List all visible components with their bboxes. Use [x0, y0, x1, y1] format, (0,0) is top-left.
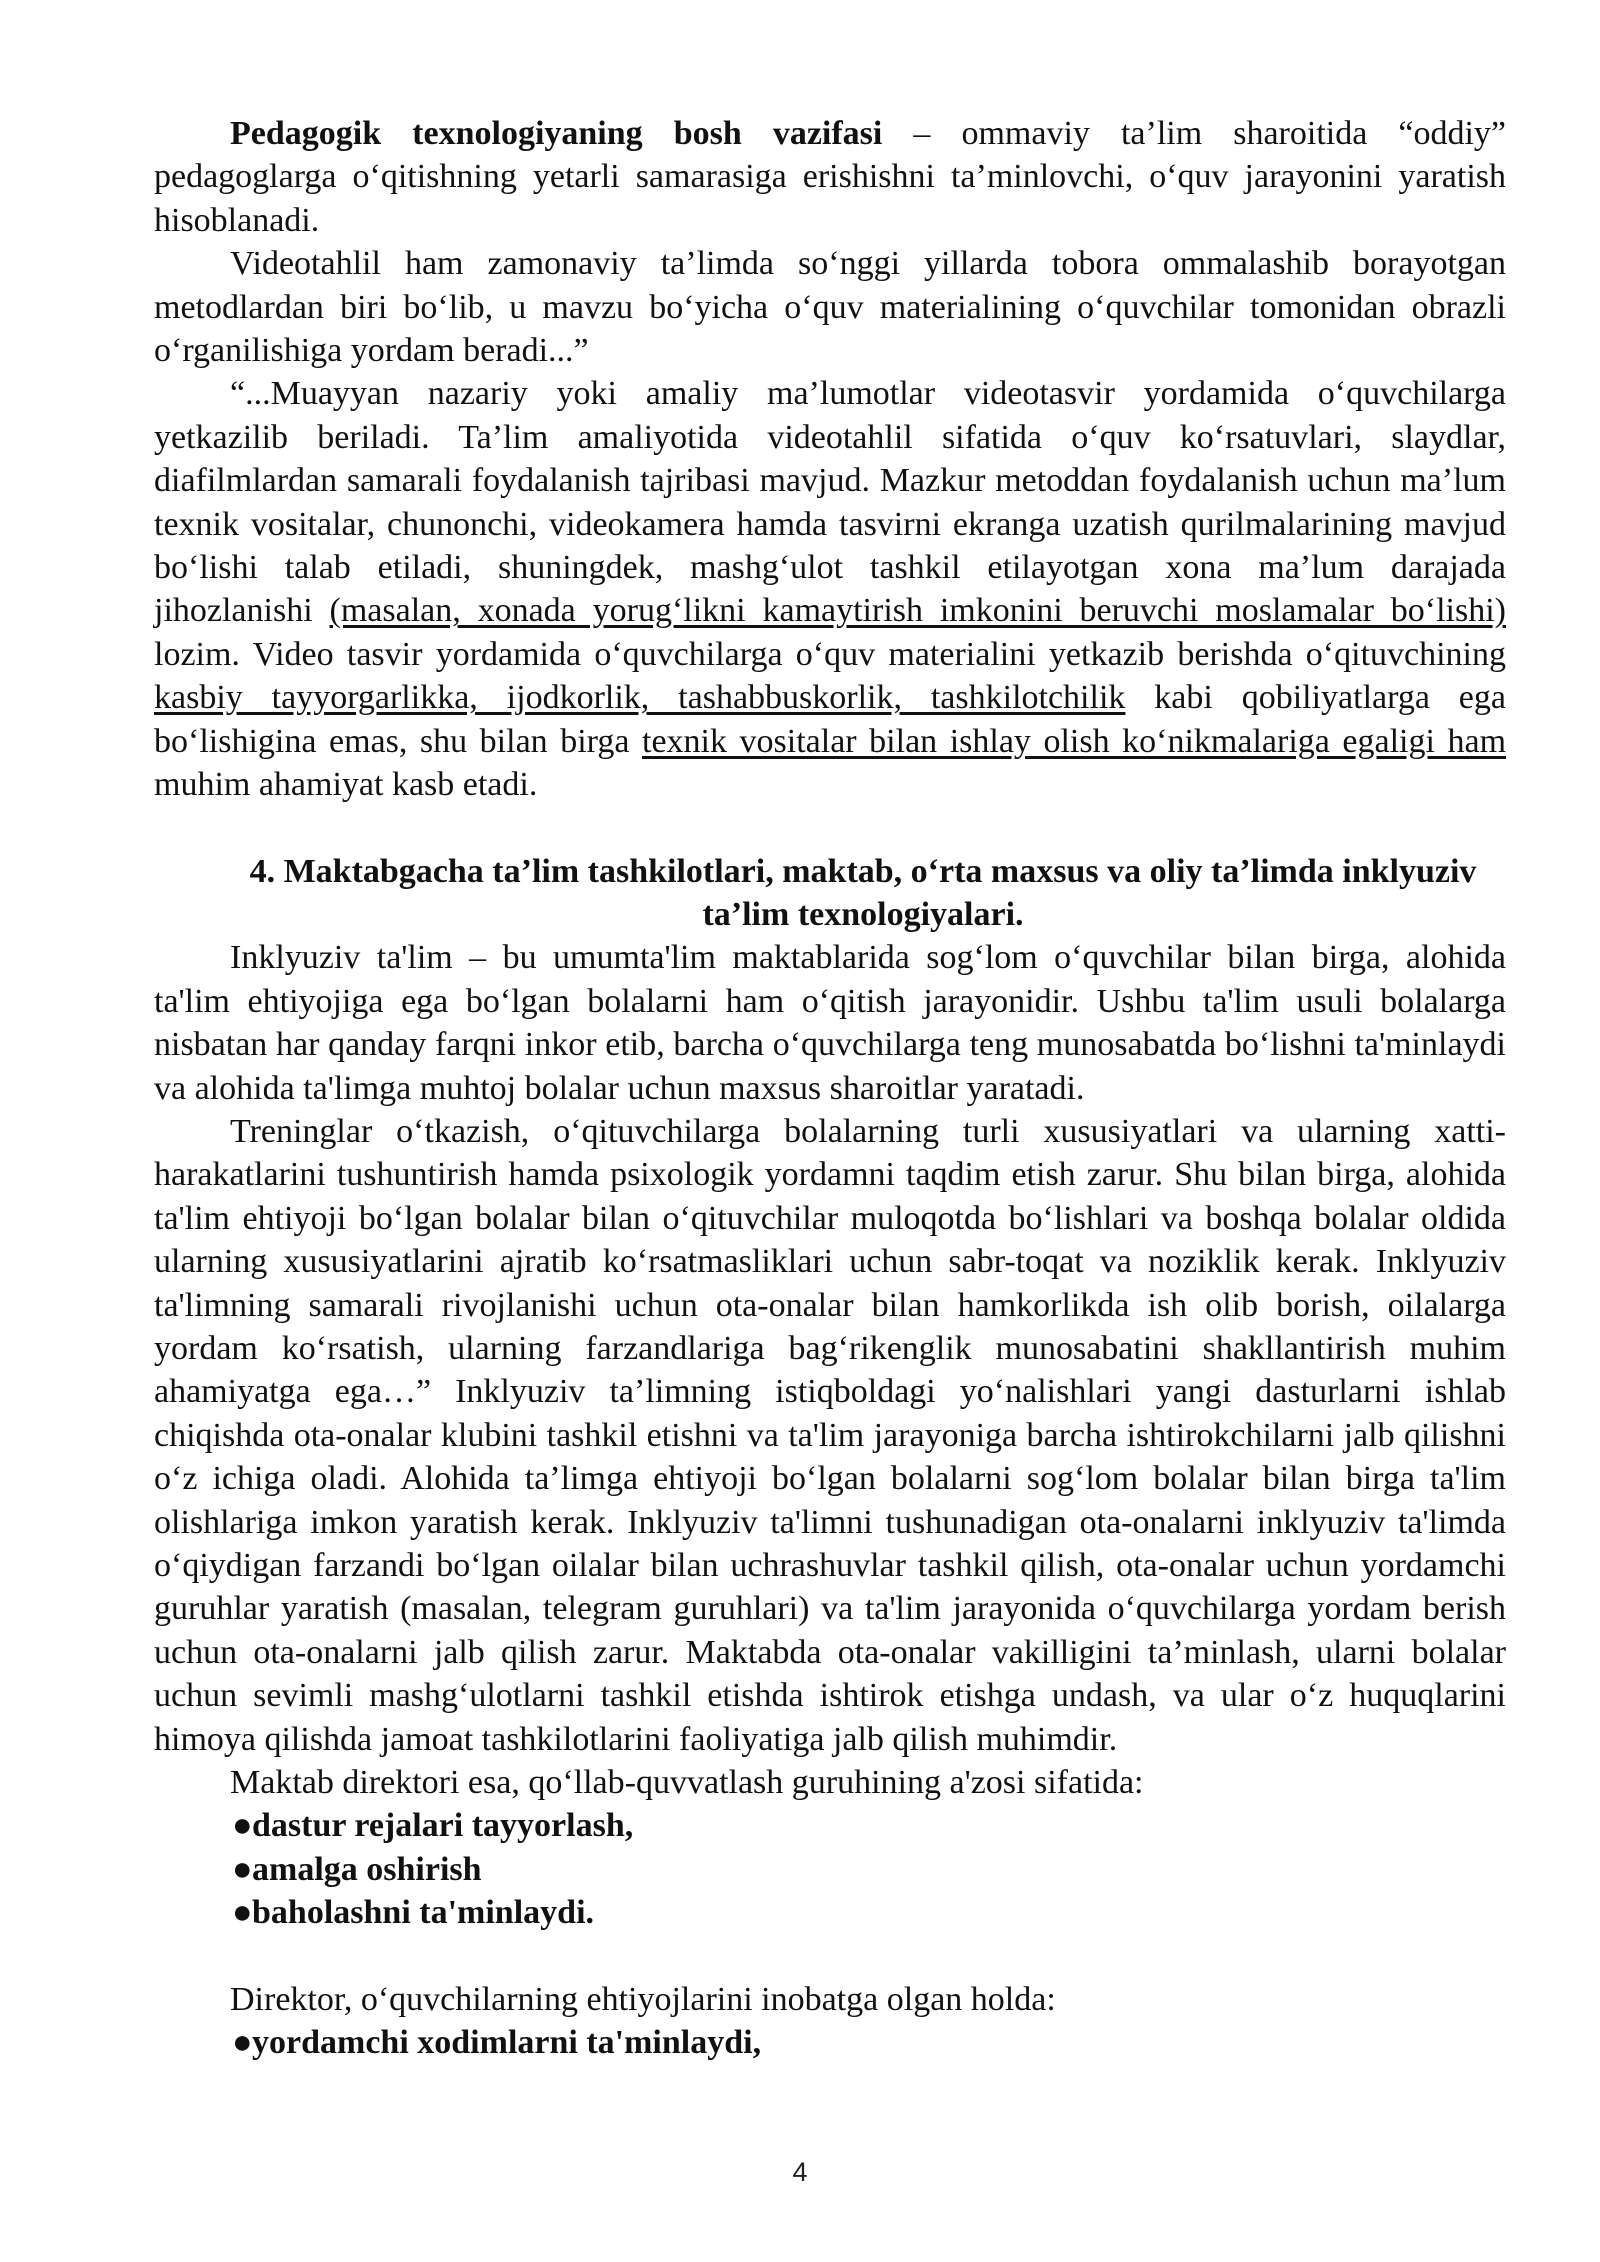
list-item: ● dastur rejalari tayyorlash,	[154, 1804, 1506, 1847]
paragraph-direktor: Direktor, o‘quvchilarning ehtiyojlarini inobatga olgan holda:	[230, 1980, 1056, 2018]
paragraph-text: lozim. Video tasvir yordamida o‘quvchilarga o‘quv materialini yetkazib berishda o‘qituvchining	[154, 635, 1506, 673]
bullet-icon: ●	[232, 2024, 253, 2062]
page-number: 4	[792, 2157, 808, 2187]
paragraph-videotahlil: Videotahlil ham zamonaviy ta’limda so‘nggi yillarda tobora ommalashib borayotgan metodlardan biri bo‘lib, u mavzu bo‘yicha o‘quv materialining o‘quvchilar tomonidan obrazli o‘rganilishiga yordam beradi...”	[154, 245, 1506, 370]
bold-term: Pedagogik texnologiyaning bosh vazifasi	[230, 115, 883, 152]
paragraph-text: “...Muayyan nazariy yoki amaliy ma’lumotlar videotasvir yordamida o‘quvchilarga yetkazilib beriladi. Ta’lim amaliyotida videotahlil sifatida o‘quv ko‘rsatuvlari, slaydlar, diafilmlardan samarali foydalanish tajribasi mavjud. Mazkur metoddan foydalanish uchun ma’lum texnik vositalar, chunonchi, videokamera hamda tasvirni ekranga uzatish qurilmalarining mavjud bo‘lishi talab etiladi, shuningdek, mashg‘ulot tashkil etilayotgan xona ma’lum darajada jihozlanishi	[154, 375, 1506, 630]
bullet-icon: ●	[232, 1807, 253, 1845]
bullet-icon: ●	[232, 1894, 253, 1932]
underlined-text: kasbiy tayyorgarlikka, ijodkorlik, tashabbuskorlik, tashkilotchilik	[154, 679, 1126, 717]
paragraph-text: – ommaviy ta’lim sharoitida “oddiy” pedagoglarga o‘qitishning yetarli samarasiga erishishni ta’minlovchi, o‘quv jarayonini yaratish hisoblanadi.	[154, 115, 1506, 239]
bullet-list-director-duties	[154, 1804, 1506, 1934]
bullet-icon: ●	[232, 1850, 253, 1888]
document-page	[154, 112, 1506, 2064]
paragraph-pedagogik-texnologiya	[154, 112, 1506, 242]
paragraph-text: kabi qobiliyatlarga ega bo‘lishigina emas, shu bilan birga	[154, 679, 1506, 760]
list-item: ● yordamchi xodimlarni ta'minlaydi,	[154, 2021, 1506, 2064]
paragraph-treninglar: Treninglar o‘tkazish, o‘qituvchilarga bolalarning turli xususiyatlari va ularning xatti-harakatlarini tushuntirish hamda psixologik yordamni taqdim etish zarur. Shu bilan birga, alohida ta'lim ehtiyoji bo‘lgan bolalar bilan o‘qituvchilar muloqotda bo‘lishlari va boshqa bolalar oldida ularning xususiyatlarini ajratib ko‘rsatmasliklari uchun sabr-toqat va noziklik kerak. Inklyuziv ta'limning samarali rivojlanishi uchun ota-onalar bilan hamkorlikda ish olib borish, oilalarga yordam ko‘rsatish, ularning farzandlariga bag‘rikenglik munosabatini shakllantirish muhim ahamiyatga ega…” Inklyuziv ta’limning istiqboldagi yo‘nalishlari yangi dasturlarni ishlab chiqishda ota-onalar klubini tashkil etishni va ta'lim jarayoniga barcha ishtirokchilarni jalb qilishni o‘z ichiga oladi. Alohida ta’limga ehtiyoji bo‘lgan bolalarni sog‘lom bolalar bilan birga ta'lim olishlariga imkon yaratish kerak. Inklyuziv ta'limni tushunadigan ota-onalarni inklyuziv ta'limda o‘qiydigan farzandi bo‘lgan oilalar bilan uchrashuvlar tashkil qilish, ota-onalar uchun yordamchi guruhlar yaratish (masalan, telegram guruhlari) va ta'lim jarayonida o‘quvchilarga yordam berish uchun ota-onalarni jalb qilish zarur. Maktabda ota-onalar vakilligini ta’minlash, ularni bolalar uchun sevimli mashg‘ulotlarni tashkil etishda ishtirok etishga undash, va ular o‘z huquqlarini himoya qilishda jamoat tashkilotlarini faoliyatiga jalb qilish muhimdir.	[154, 1112, 1506, 1758]
list-item: ● amalga oshirish	[154, 1848, 1506, 1891]
list-item: ● baholashni ta'minlaydi.	[154, 1891, 1506, 1934]
underlined-text: (masalan, xonada yorug‘likni kamaytirish imkonini beruvchi moslamalar bo‘lishi)	[329, 592, 1506, 630]
paragraph-inklyuziv-talim: Inklyuziv ta'lim – bu umumta'lim maktablarida sog‘lom o‘quvchilar bilan birga, alohida ta'lim ehtiyojiga ega bo‘lgan bolalarni ham o‘qitish jarayonidir. Ushbu ta'lim usuli bolalarga nisbatan har qanday farqni inkor etib, barcha o‘quvchilarga teng munosabatda bo‘lishni ta'minlaydi va alohida ta'limga muhtoj bolalar uchun maxsus sharoitlar yaratadi.	[154, 939, 1506, 1107]
paragraph-text: muhim ahamiyat kasb etadi.	[154, 766, 538, 804]
section-heading: 4. Maktabgacha ta’lim tashkilotlari, maktab, o‘rta maxsus va oliy ta’limda inklyuziv ta’lim texnologiyalari.	[249, 852, 1477, 933]
paragraph-maktab-direktori: Maktab direktori esa, qo‘llab-quvvatlash guruhining a'zosi sifatida:	[230, 1764, 1144, 1802]
bullet-list-director-needs	[154, 2021, 1506, 2064]
paragraph-videotasvir	[154, 372, 1506, 806]
spacer	[154, 1935, 1506, 1978]
underlined-text: texnik vositalar bilan ishlay olish ko‘nikmalariga egaligi ham	[642, 722, 1507, 760]
